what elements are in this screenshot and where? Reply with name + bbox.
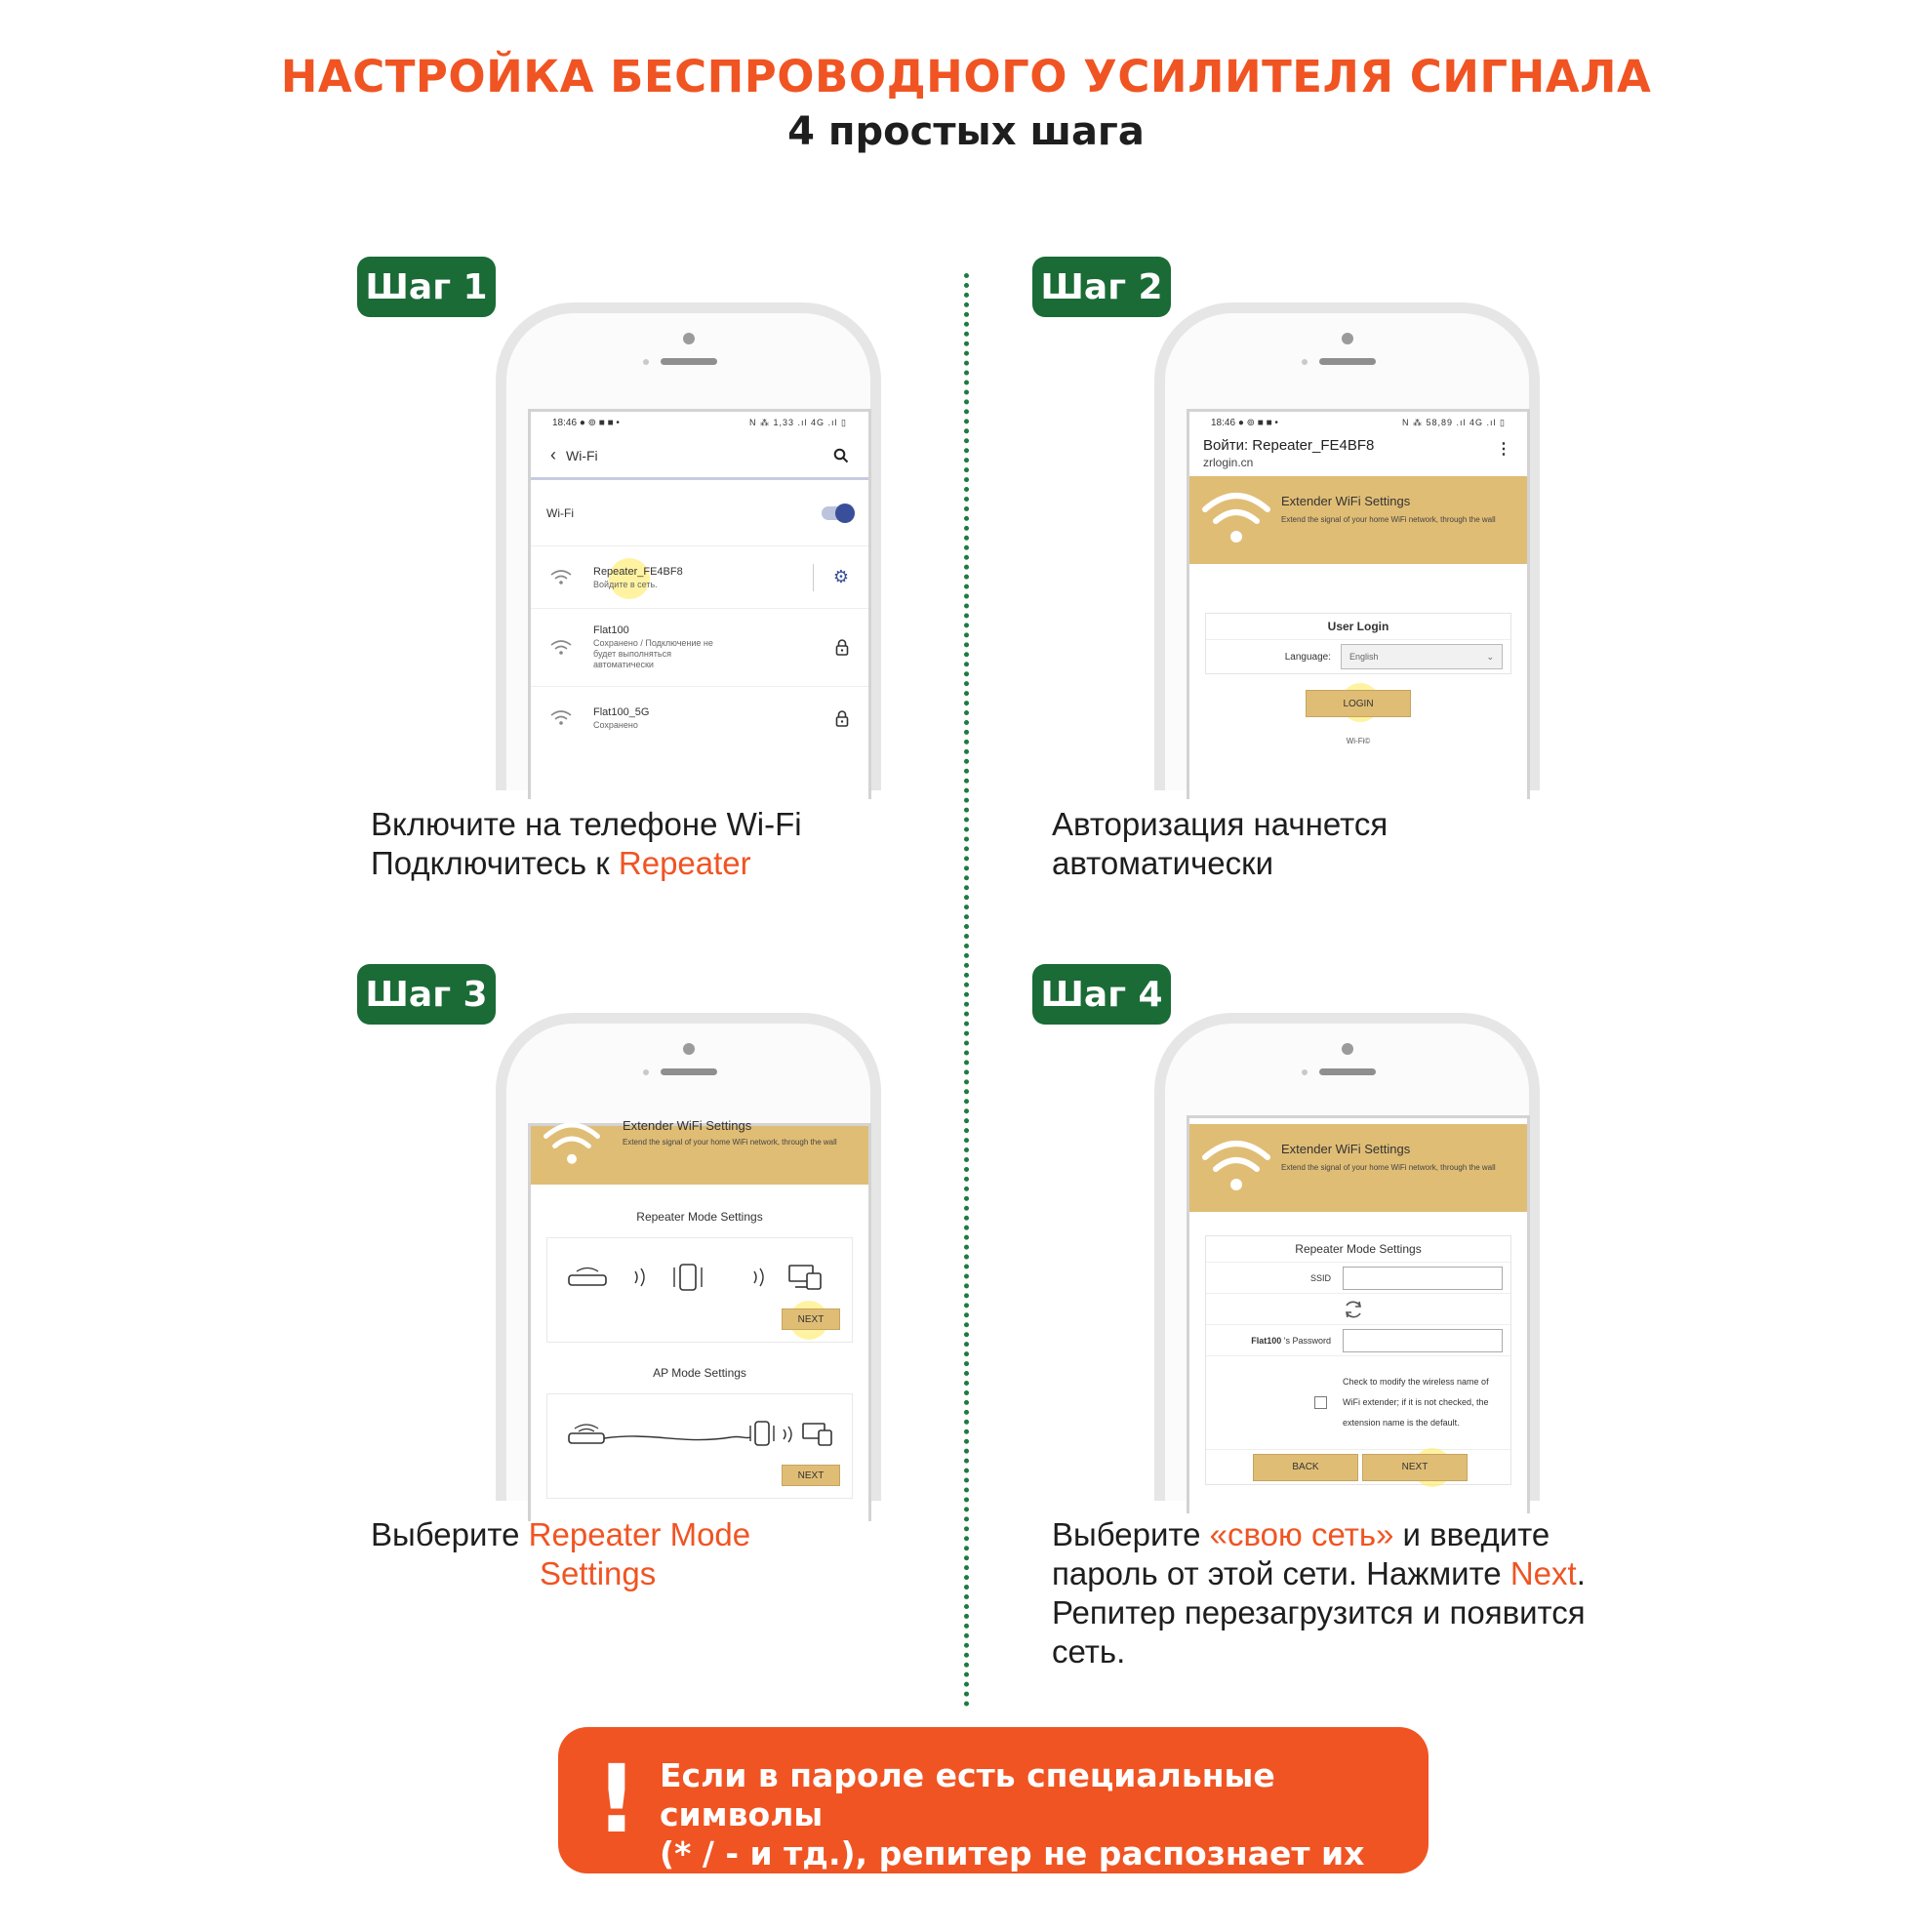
next-button[interactable]: NEXT [1362, 1454, 1468, 1481]
step-2-description: Авторизация начнется автоматически [1052, 806, 1389, 881]
phone-speaker [1319, 358, 1376, 365]
banner-subtitle: Extend the signal of your home WiFi network, through the wall [1281, 515, 1496, 524]
portal-header [1189, 433, 1527, 476]
step-2-phone [1154, 302, 1540, 790]
wifi-toggle-label: Wi-Fi [546, 505, 574, 520]
back-arrow-icon[interactable]: ‹ [550, 445, 556, 464]
form-title: Repeater Mode Settings [1295, 1242, 1422, 1256]
network-name: Flat100 [593, 624, 629, 636]
ap-mode-card[interactable] [546, 1393, 853, 1499]
step-3-screen [528, 1118, 871, 1521]
phone-speaker [661, 1068, 717, 1075]
more-menu-icon[interactable]: ⋮ [1496, 441, 1511, 458]
step-3-badge: Шаг 3 [357, 964, 496, 1025]
phone-sensor [643, 359, 649, 365]
status-bar: 18:46 ● ⊚ ■ ■ • N ⁂ 1,33 .ıl 4G .ıl ▯ [552, 417, 847, 428]
banner-title: Extender WiFi Settings [1281, 1142, 1411, 1156]
wifi-icon [1201, 490, 1271, 546]
wifi-icon [1201, 1138, 1271, 1194]
wifi-header [531, 433, 868, 480]
login-button[interactable]: LOGIN [1306, 690, 1411, 717]
step-2-screen [1187, 409, 1530, 799]
banner-title: Extender WiFi Settings [623, 1118, 752, 1133]
wifi-toggle-switch[interactable] [822, 506, 853, 520]
wifi-signal-icon [550, 570, 572, 585]
exclamation-icon: ! [595, 1745, 638, 1854]
banner-subtitle: Extend the signal of your home WiFi network, through the wall [1281, 1163, 1496, 1172]
network-item[interactable] [531, 546, 868, 609]
network-item[interactable] [531, 609, 868, 687]
settings-banner [1189, 1124, 1527, 1212]
ap-mode-title: AP Mode Settings [653, 1366, 746, 1380]
repeater-mode-card[interactable] [546, 1237, 853, 1343]
language-row [1206, 640, 1510, 673]
login-box [1205, 613, 1511, 674]
step-4-description: Выберите «свою сеть» и введите пароль от этой сети. Нажмите Next. Репитер перезагрузится и появится сеть. [1052, 1516, 1586, 1670]
network-name: Flat100_5G [593, 706, 650, 718]
warning-banner [558, 1727, 1429, 1873]
step-2-badge: Шаг 2 [1032, 257, 1171, 317]
settings-banner [1189, 476, 1527, 564]
banner-subtitle: Extend the signal of your home WiFi network, through the wall [623, 1138, 837, 1147]
portal-title: Войти: Repeater_FE4BF8 [1203, 437, 1375, 454]
step-1-description: Включите на телефоне Wi-Fi Подключитесь к Repeater [371, 806, 802, 881]
step-3-phone [496, 1013, 881, 1501]
ssid-row [1206, 1262, 1510, 1293]
portal-url: zrlogin.cn [1203, 456, 1254, 469]
ssid-input[interactable] [1343, 1267, 1503, 1290]
form-buttons-row [1206, 1449, 1510, 1484]
settings-banner [531, 1118, 868, 1185]
warning-text: Если в пароле есть специальные символы (* / - и тд.), репитер не распознает их [660, 1756, 1365, 1872]
network-status: Войдите в сеть. [593, 579, 658, 589]
phone-sensor [1302, 1069, 1308, 1075]
wifi-signal-icon [550, 710, 572, 726]
phone-camera [1342, 333, 1353, 344]
step-4-screen [1187, 1115, 1530, 1513]
language-label: Language: [1284, 651, 1331, 663]
wifi-header-title: Wi-Fi [566, 447, 598, 463]
wifi-toggle-row [531, 480, 868, 546]
status-bar: 18:46 ● ⊚ ■ ■ • N ⁂ 58,89 .ıl 4G .ıl ▯ [1211, 417, 1506, 428]
phone-camera [683, 333, 695, 344]
page-title: НАСТРОЙКА БЕСПРОВОДНОГО УСИЛИТЕЛЯ СИГНАЛА [280, 51, 1652, 102]
modify-name-checkbox[interactable] [1314, 1396, 1327, 1409]
phone-camera [683, 1043, 695, 1055]
login-button-wrap [1306, 690, 1411, 717]
password-label: Flat100 's Password [1251, 1335, 1331, 1346]
phone-camera [1342, 1043, 1353, 1055]
phone-sensor [643, 1069, 649, 1075]
network-status: Сохранено / Подключение не будет выполняться автоматически [593, 638, 713, 669]
repeater-form [1205, 1235, 1511, 1485]
ap-diagram-icon [565, 1416, 838, 1451]
chevron-down-icon: ⌄ [1486, 651, 1494, 662]
refresh-row [1206, 1293, 1510, 1324]
step-1-badge: Шаг 1 [357, 257, 496, 317]
step-3-description: Выберите Repeater Mode Settings [371, 1516, 751, 1591]
network-status: Сохранено [593, 720, 638, 730]
banner-title: Extender WiFi Settings [1281, 494, 1411, 508]
network-item[interactable] [531, 687, 868, 749]
repeater-mode-title: Repeater Mode Settings [636, 1210, 763, 1224]
step-4-badge: Шаг 4 [1032, 964, 1171, 1025]
lock-icon [835, 639, 849, 656]
repeater-diagram-icon [565, 1260, 828, 1295]
refresh-icon[interactable] [1343, 1299, 1364, 1320]
login-title: User Login [1206, 614, 1510, 640]
step-1-phone [496, 302, 881, 790]
ssid-label: SSID [1309, 1272, 1331, 1283]
search-icon[interactable] [833, 448, 849, 463]
language-select[interactable]: English ⌄ [1341, 644, 1503, 669]
page-subtitle: 4 простых шага [787, 109, 1145, 154]
lock-icon [835, 710, 849, 727]
password-row [1206, 1324, 1510, 1355]
step-4-phone [1154, 1013, 1540, 1501]
repeater-next-button[interactable]: NEXT [782, 1308, 840, 1330]
network-name: Repeater_FE4BF8 [593, 565, 683, 578]
step-1-screen [528, 409, 871, 799]
phone-speaker [661, 358, 717, 365]
ap-next-button[interactable]: NEXT [782, 1465, 840, 1486]
center-divider [964, 273, 969, 1708]
checkbox-row [1206, 1355, 1510, 1449]
gear-icon[interactable]: ⚙ [832, 567, 849, 586]
wifi-icon [543, 1120, 601, 1167]
phone-speaker [1319, 1068, 1376, 1075]
password-input[interactable] [1343, 1329, 1503, 1352]
phone-sensor [1302, 359, 1308, 365]
wifi-signal-icon [550, 640, 572, 656]
portal-footer: Wi-Fi© [1346, 737, 1371, 745]
back-button[interactable]: BACK [1253, 1454, 1358, 1481]
checkbox-text: Check to modify the wireless name of WiFi extender; if it is not checked, the extension name is the default. [1343, 1377, 1489, 1428]
